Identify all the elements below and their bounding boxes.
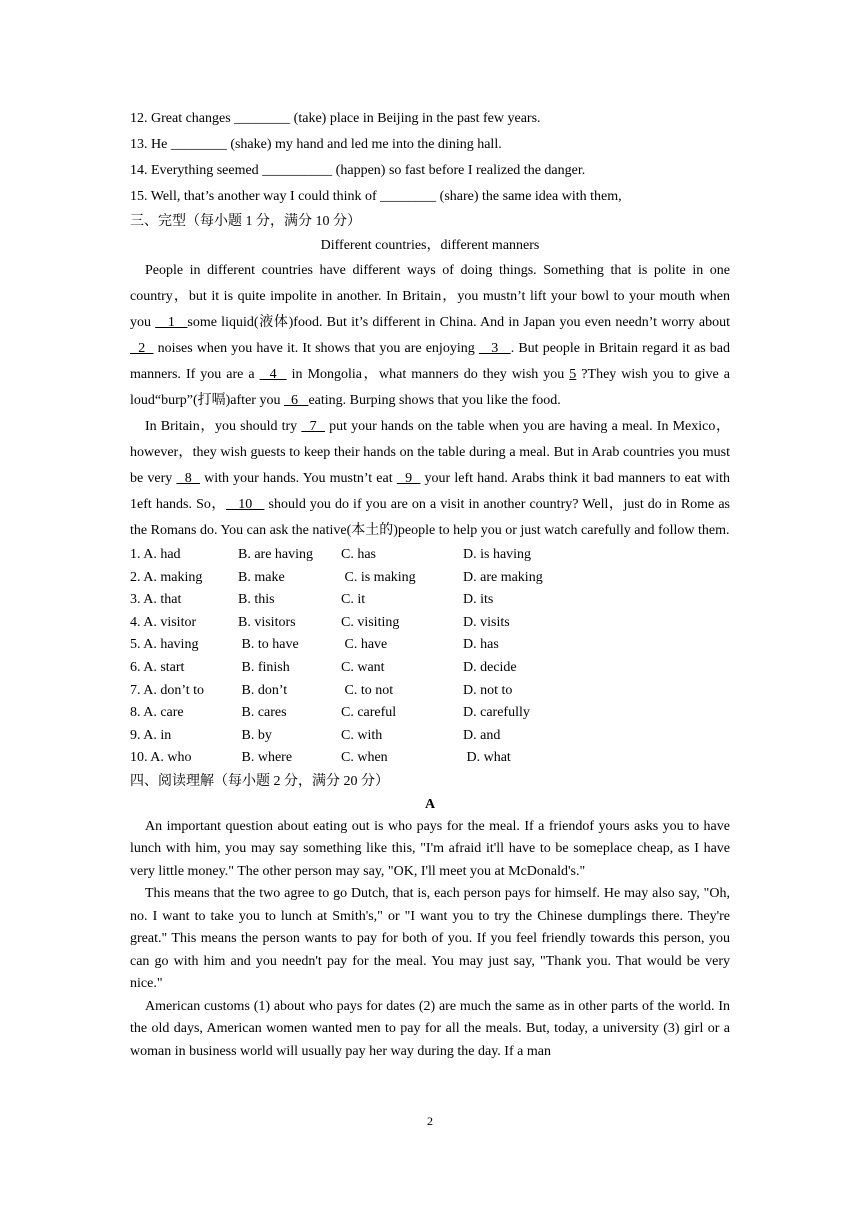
option-row-3 xyxy=(130,589,730,612)
option-6-b: B. finish xyxy=(238,659,290,675)
cloze-p2-blank: 10 xyxy=(226,497,265,512)
question-14: 14. Everything seemed __________ (happen) so fast before I realized the danger. xyxy=(130,163,586,178)
option-row-1 xyxy=(130,544,730,567)
option-row-7 xyxy=(130,680,730,703)
cloze-p1-blank: 3 xyxy=(478,341,511,356)
option-3-c: C. it xyxy=(341,592,366,608)
reading-paragraph-2: This means that the two agree to go Dutch, that is, each person pays for himself. He may also say, "Oh, no. I want to take you to lunch at Smith's," or "I want you to try the Chinese dumplings there. They're great." This means the person wants to pay for both of you. If you feel friendly towards this person, you can go with him and you needn't pay for the meal. You may just say, "Thank you. That would be very nice." xyxy=(130,886,730,992)
cloze-p2-text: should you do if you are on a visit in another country? Well，just do in Rome as the Romans do. You can ask the native(本土的)people to help you or just watch carefully and follow them. xyxy=(130,497,731,538)
cloze-p2-text: your left hand. Arabs think it bad manners to eat with 1eft hands. So， xyxy=(130,471,730,512)
cloze-p2-blank: 7 xyxy=(301,419,325,434)
option-5-c: C. have xyxy=(341,637,388,653)
cloze-p2-blank: 8 xyxy=(176,471,200,486)
question-12: 12. Great changes ________ (take) place in Beijing in the past few years. xyxy=(130,111,541,126)
option-4-c: C. visiting xyxy=(341,614,400,630)
option-9-b: B. by xyxy=(238,727,272,743)
cloze-p1-text: . But people in Britain regard it as bad manners. If you are a xyxy=(130,341,731,382)
option-1-a: 1. A. had xyxy=(130,547,181,562)
reading-section-label: A xyxy=(424,796,436,812)
option-row-4 xyxy=(130,612,730,635)
option-row-10 xyxy=(130,747,730,770)
option-5-a: 5. A. having xyxy=(130,637,199,653)
option-1-c: C. has xyxy=(341,547,376,562)
option-8-a: 8. A. care xyxy=(130,705,184,721)
cloze-p1-text: People in different countries have different ways of doing things. Something that is polite in one country，but it is quite impolite in another. In Britain，you mustn’t lift your bowl to your mouth when you xyxy=(130,263,730,330)
option-7-d: D. not to xyxy=(463,682,513,698)
question-15: 15. Well, that’s another way I could think of ________ (share) the same idea with them, xyxy=(130,189,622,204)
option-4-b: B. visitors xyxy=(238,614,296,630)
cloze-options xyxy=(130,544,730,770)
cloze-title: Different countries，different manners xyxy=(320,238,540,253)
option-6-c: C. want xyxy=(341,659,385,675)
option-5-d: D. has xyxy=(463,637,499,653)
document-page xyxy=(130,106,730,1063)
option-3-d: D. its xyxy=(463,592,494,608)
cloze-p1-blank: 6 xyxy=(283,393,309,408)
option-10-c: C. when xyxy=(341,750,388,766)
cloze-p2-text: In Britain，you should try xyxy=(145,419,302,434)
option-2-d: D. are making xyxy=(463,569,543,585)
option-7-b: B. don’t xyxy=(238,682,288,698)
option-1-d: D. is having xyxy=(463,547,532,562)
option-4-d: D. visits xyxy=(463,614,510,630)
reading-heading: 四、阅读理解（每小题 2 分，满分 20 分） xyxy=(130,773,389,789)
cloze-p1-text: eating. Burping shows that you like the food. xyxy=(308,393,561,408)
cloze-p1-blank: 4 xyxy=(259,367,287,382)
option-6-a: 6. A. start xyxy=(130,659,185,675)
option-2-c: C. is making xyxy=(341,569,416,585)
question-13: 13. He ________ (shake) my hand and led me into the dining hall. xyxy=(130,137,502,152)
cloze-paragraph-1 xyxy=(130,258,730,414)
option-3-b: B. this xyxy=(238,592,275,608)
option-7-c: C. to not xyxy=(341,682,394,698)
option-9-c: C. with xyxy=(341,727,383,743)
option-8-b: B. cares xyxy=(238,705,287,721)
option-row-5 xyxy=(130,634,730,657)
option-row-2 xyxy=(130,567,730,590)
option-9-a: 9. A. in xyxy=(130,727,172,743)
cloze-p1-blank: 5 xyxy=(569,367,577,382)
option-9-d: D. and xyxy=(463,727,501,743)
option-10-d: D. what xyxy=(463,750,511,766)
option-4-a: 4. A. visitor xyxy=(130,614,197,630)
cloze-p1-text: some liquid(液体)food. But it’s different in China. And in Japan you even needn’t worry about xyxy=(187,315,730,330)
cloze-p1-blank: 2 xyxy=(130,341,154,356)
reading-paragraph-1: An important question about eating out is who pays for the meal. If a friendof yours asks you to have lunch with him, you may say something like this, "I'm afraid it'll have to be someplace cheap, as I have very little money." The other person may say, "OK, I'll meet you at McDonald's." xyxy=(130,818,730,879)
option-1-b: B. are having xyxy=(238,547,314,562)
option-2-a: 2. A. making xyxy=(130,569,203,585)
option-row-9 xyxy=(130,725,730,748)
option-2-b: B. make xyxy=(238,569,285,585)
cloze-p1-text: in Mongolia，what manners do they wish you xyxy=(286,367,570,382)
cloze-paragraph-2 xyxy=(130,414,730,544)
cloze-heading: 三、完型（每小题 1 分，满分 10 分） xyxy=(130,214,361,229)
option-row-8 xyxy=(130,702,730,725)
option-8-d: D. carefully xyxy=(463,705,530,721)
reading-paragraph-3: American customs (1) about who pays for dates (2) are much the same as in other parts of the world. In the old days, American women wanted men to pay for all the meals. But, today, a university (3) girl or a woman in business world will usually pay her way during the day. If a man xyxy=(130,998,730,1059)
cloze-p1-blank: 1 xyxy=(155,315,188,330)
grammar-questions xyxy=(130,106,730,210)
option-5-b: B. to have xyxy=(238,637,299,653)
option-10-b: B. where xyxy=(238,750,293,766)
cloze-p2-text: with your hands. You mustn’t eat xyxy=(199,471,397,486)
option-6-d: D. decide xyxy=(463,659,517,675)
option-10-a: 10. A. who xyxy=(130,750,192,766)
cloze-p2-blank: 9 xyxy=(396,471,421,486)
option-row-6 xyxy=(130,657,730,680)
cloze-p1-text: ?They wish you to give a loud“burp”(打嗝)after you xyxy=(130,367,730,408)
option-7-a: 7. A. don’t to xyxy=(130,682,205,698)
cloze-p2-text: put your hands on the table when you are having a meal. In Mexico，however，they wish guests to keep their hands on the table during a meal. But in Arab countries you must be very xyxy=(130,419,731,486)
cloze-p1-text: noises when you have it. It shows that you are enjoying xyxy=(153,341,479,356)
option-3-a: 3. A. that xyxy=(130,592,182,608)
option-8-c: C. careful xyxy=(341,705,397,721)
page-number: 2 xyxy=(427,1114,433,1128)
